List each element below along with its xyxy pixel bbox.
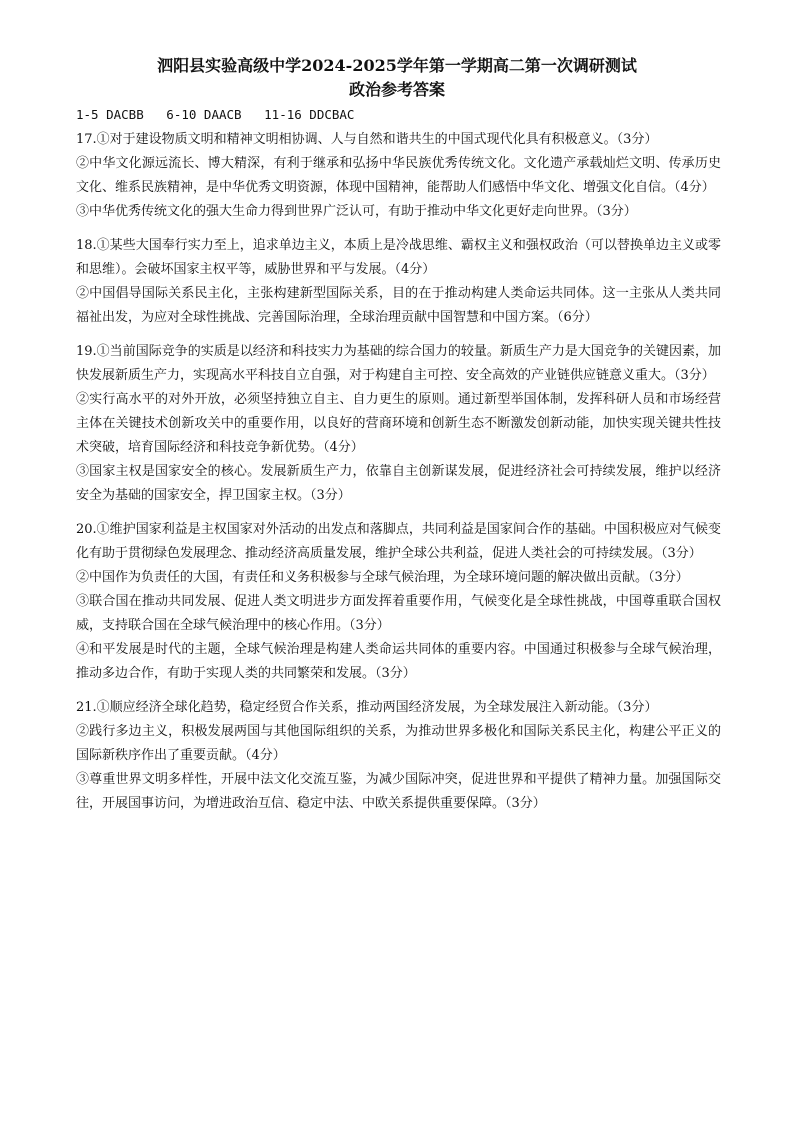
question-19 bbox=[76, 340, 721, 508]
document-subtitle: 政治参考答案 bbox=[348, 80, 445, 99]
answer-line: 19.①当前国际竞争的实质是以经济和科技实力为基础的综合国力的较量。新质生产力是大国竞争的关键因素，加快发展新质生产力，实现高水平科技自立自强，对于构建自主可控、安全高效的产业链供应链意义重大。（3分） bbox=[76, 344, 721, 383]
answer-line: 20.①维护国家利益是主权国家对外活动的出发点和落脚点，共同利益是国家间合作的基础。中国积极应对气候变化有助于贯彻绿色发展理念、推动经济高质量发展，维护全球公共利益，促进人类社会的可持续发展。（3分） bbox=[76, 522, 721, 561]
answer-line: ③联合国在推动共同发展、促进人类文明进步方面发挥着重要作用，气候变化是全球性挑战，中国尊重联合国权威，支持联合国在全球气候治理中的核心作用。（3分） bbox=[76, 594, 721, 633]
answer-line: 18.①某些大国奉行实力至上，追求单边主义，本质上是冷战思维、霸权主义和强权政治（可以替换单边主义或零和思维）。会破坏国家主权平等，威胁世界和平与发展。（4分） bbox=[76, 238, 721, 277]
answer-line: ②中国倡导国际关系民主化，主张构建新型国际关系，目的在于推动构建人类命运共同体。这一主张从人类共同福祉出发，为应对全球性挑战、完善国际治理，全球治理贡献中国智慧和中国方案。（6分） bbox=[76, 286, 721, 325]
question-18 bbox=[76, 234, 721, 330]
question-21 bbox=[76, 696, 721, 816]
answer-line: 21.①顺应经济全球化趋势，稳定经贸合作关系，推动两国经济发展，为全球发展注入新动能。（3分） bbox=[76, 700, 658, 715]
answer-list bbox=[76, 128, 721, 826]
answer-line: ③中华优秀传统文化的强大生命力得到世界广泛认可，有助于推动中华文化更好走向世界。（3分） bbox=[76, 204, 637, 219]
question-17 bbox=[76, 128, 721, 224]
answer-line: 17.①对于建设物质文明和精神文明相协调、人与自然和谐共生的中国式现代化具有积极意义。（3分） bbox=[76, 132, 658, 147]
answer-line: ④和平发展是时代的主题，全球气候治理是构建人类命运共同体的重要内容。中国通过积极参与全球气候治理，推动多边合作，有助于实现人类的共同繁荣和发展。（3分） bbox=[76, 642, 721, 681]
answer-line: ②中国作为负责任的大国，有责任和义务积极参与全球气候治理，为全球环境问题的解决做出贡献。（3分） bbox=[76, 570, 689, 585]
question-20 bbox=[76, 518, 721, 686]
multiple-choice-answers: 1-5 DACBB 6-10 DAACB 11-16 DDCBAC bbox=[76, 107, 355, 122]
answer-line: ③尊重世界文明多样性，开展中法文化交流互鉴，为减少国际冲突，促进世界和平提供了精神力量。加强国际交往，开展国事访问，为增进政治互信、稳定中法、中欧关系提供重要保障。（3分） bbox=[76, 772, 721, 811]
answer-line: ③国家主权是国家安全的核心。发展新质生产力，依靠自主创新谋发展，促进经济社会可持续发展，维护以经济安全为基础的国家安全，捍卫国家主权。（3分） bbox=[76, 464, 721, 503]
document-title: 泗阳县实验高级中学2024-2025学年第一学期高二第一次调研测试 bbox=[157, 56, 637, 75]
answer-line: ②践行多边主义，积极发展两国与其他国际组织的关系，为推动世界多极化和国际关系民主化，构建公平正义的国际新秩序作出了重要贡献。（4分） bbox=[76, 724, 721, 763]
answer-line: ②中华文化源远流长、博大精深，有利于继承和弘扬中华民族优秀传统文化。文化遗产承载灿烂文明、传承历史文化、维系民族精神，是中华优秀文明资源，体现中国精神，能帮助人们感悟中华文化、增强文化自信。（4分） bbox=[76, 156, 721, 195]
answer-line: ②实行高水平的对外开放，必须坚持独立自主、自力更生的原则。通过新型举国体制，发挥科研人员和市场经营主体在关键技术创新攻关中的重要作用，以良好的营商环境和创新生态不断激发创新动能，加快实现关键共性技术突破，培育国际经济和科技竞争新优势。（4分） bbox=[76, 392, 721, 455]
